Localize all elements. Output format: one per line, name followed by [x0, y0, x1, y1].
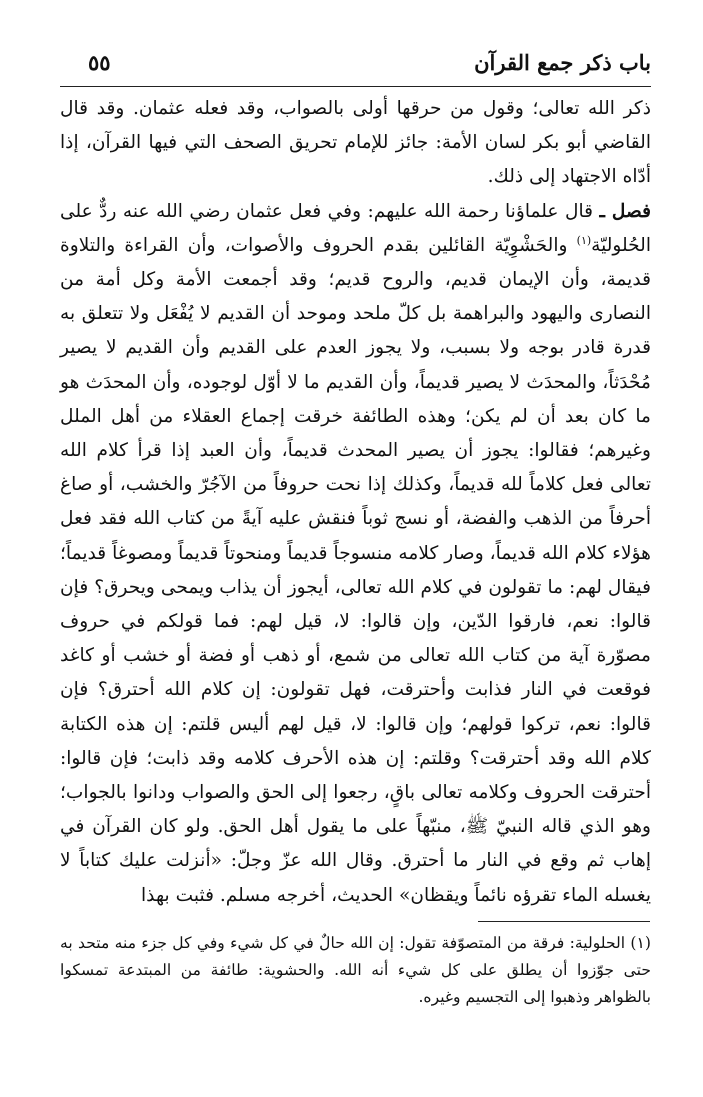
page-header: [60, 44, 651, 84]
footnote-divider: [478, 921, 650, 922]
paragraph-1: ذكر الله تعالى؛ وقول من حرقها أولى بالصواب، وقد فعله عثمان. وقد قال القاضي أبو بكر لسان الأمة: جائز للإمام تحريق الصحف التي فيها القرآن، إذا أدّاه الاجتهاد إلى ذلك.: [60, 98, 651, 188]
paragraph-2-part-a: قال علماؤنا رحمة الله عليهم: وفي فعل عثمان رضي الله عنه ردٌّ على الحُلوليّة: [60, 200, 651, 256]
chapter-title: باب ذكر جمع القرآن: [474, 50, 651, 75]
footnote-1: (١) الحلولية: فرقة من المتصوّفة تقول: إن الله حالٌ في كل شيء وفي كل جزء منه متحد به حتى جوّزوا أن يطلق على كل شيء أنه الله. والحشوية: طائفة من المبتدعة تمسكوا بالظواهر وذهبوا إلى التجسيم وغيره.: [60, 934, 651, 1006]
footnotes: [60, 930, 651, 1011]
footnote-reference: (١): [576, 233, 592, 247]
paragraph-2: [60, 195, 651, 913]
section-label: فصل ـ: [599, 200, 651, 222]
paragraph-2-part-b: والحَشْوِيّة القائلين بقدم الحروف والأصوات، وأن القراءة والتلاوة قديمة، وأن الإيمان قديم، والروح قديم؛ وقد أجمعت الأمة وكل أمة من النصارى واليهود والبراهمة بل كلّ ملحد وموحد أن القديم لا يُفْعَل ولا تتعلق به قدرة قادر بوجه ولا بسبب، ولا يجوز العدم على القديم وأن القديم لا يصير مُحْدَثاً، والمحدَث لا يصير قديماً، وأن القديم ما لا أوّل لوجوده، وأن المحدَث هو ما كان بعد أن لم يكن؛ وهذه الطائفة خرقت إجماع العقلاء من أهل الملل وغيرهم؛ فقالوا: يجوز أن يصير المحدث قديماً، وأن العبد إذا قرأ كلام الله تعالى فعل كلاماً لله قديماً، وكذلك إذا نحت حروفاً من الآجُرّ والخشب، أو صاغ أحرفاً من الذهب والفضة، أو نسج ثوباً فنقش عليه آيةً من كتاب الله فقد فعل هؤلاء كلام الله قديماً، وصار كلامه منسوجاً قديماً ومنحوتاً قديماً ومصوغاً قديماً؛ فيقال لهم: ما تقولون في كلام الله تعالى، أيجوز أن يذاب ويمحى ويحرق؟ فإن قالوا: نعم، فارقوا الدّين، وإن قالوا: لا، قيل لهم: فما قولكم في حروف مصوّرة آية من كتاب الله تعالى من شمع، أو ذهب أو فضة أو خشب أو كاغد فوقعت في النار فذابت وأحترقت، فهل تقولون: إن كلام الله أحترق؟ فإن قالوا: نعم، تركوا قولهم؛ وإن قالوا: لا، قيل لهم أليس قلتم: إن هذه الكتابة كلام الله وقد أحترقت؟ وقلتم: إن هذه الأحرف كلامه وقد ذابت؛ فإن قالوا: أحترقت الحروف وكلامه تعالى باقٍ، رجعوا إلى الحق والصواب ودانوا بالجواب؛ وهو الذي قاله النبيّ ﷺ، منبّهاً على ما يقول أهل الحق. ولو كان القرآن في إهاب ثم وقع في النار ما أحترق. وقال الله عزّ وجلّ: «أنزلت عليك كتاباً لا يغسله الماء تقرؤه نائماً ويقظان» الحديث، أخرجه مسلم. فثبت بهذا: [60, 234, 651, 906]
header-divider: [60, 86, 651, 87]
main-text: [60, 92, 651, 913]
page-number: ٥٥: [88, 50, 111, 75]
